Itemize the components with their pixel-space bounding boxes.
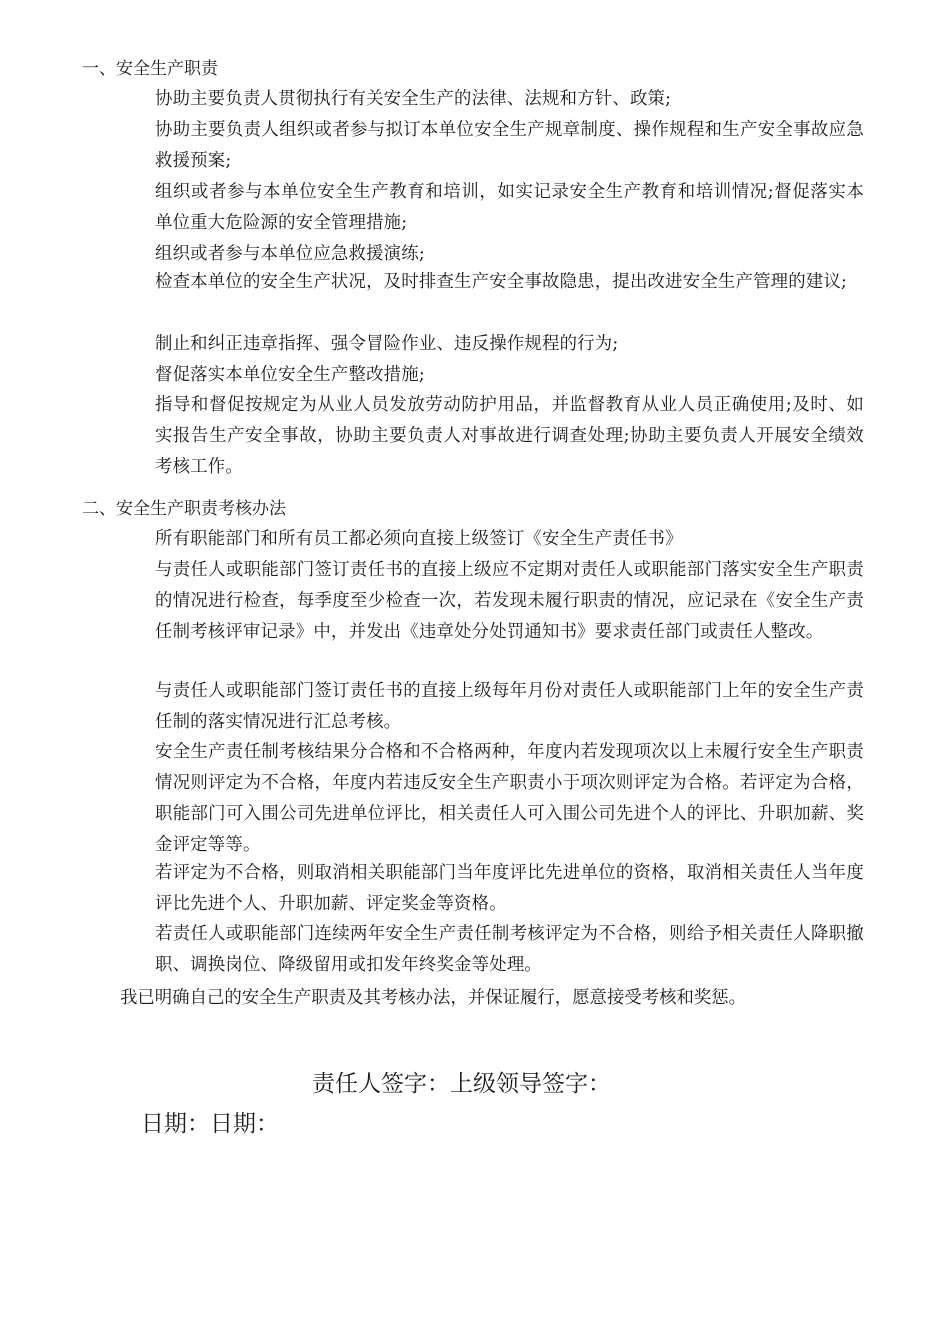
duty-item-3: 组织或者参与本单位安全生产教育和培训，如实记录安全生产教育和培训情况;督促落实本单位重大危险源的安全管理措施; [155,182,864,233]
date-line: 日期：日期： [141,1111,279,1137]
signature-line: 责任人签字：上级领导签字： [312,1071,611,1097]
duty-item-4: 组织或者参与本单位应急救援演练; [155,244,425,264]
duty-item-6: 制止和纠正违章指挥、强令冒险作业、违反操作规程的行为; [155,334,619,354]
assessment-item-1: 所有职能部门和所有员工都必须向直接上级签订《安全生产责任书》 [155,529,683,549]
assessment-item-5: 若评定为不合格，则取消相关职能部门当年度评比先进单位的资格，取消相关责任人当年度评比先进个人、升职加薪、评定奖金等资格。 [155,863,864,914]
pledge-statement: 我已明确自己的安全生产职责及其考核办法，并保证履行，愿意接受考核和奖惩。 [120,988,747,1008]
duty-item-1: 协助主要负责人贯彻执行有关安全生产的法律、法规和方针、政策; [155,89,672,109]
duty-item-5: 检查本单位的安全生产状况，及时排查生产安全事故隐患，提出改进安全生产管理的建议; [155,272,848,292]
assessment-item-4: 安全生产责任制考核结果分合格和不合格两种，年度内若发现项次以上未履行安全生产职责情况则评定为不合格，年度内若违反安全生产职责小于项次则评定为合格。若评定为合格，职能部门可入围公司先进单位评比，相关责任人可入围公司先进个人的评比、升职加薪、奖金评定等等。 [155,742,864,855]
assessment-item-6: 若责任人或职能部门连续两年安全生产责任制考核评定为不合格，则给予相关责任人降职撤职、调换岗位、降级留用或扣发年终奖金等处理。 [155,924,864,975]
section-1-heading: 一、安全生产职责 [82,59,218,79]
duty-item-7: 督促落实本单位安全生产整改措施; [155,365,425,385]
assessment-item-3: 与责任人或职能部门签订责任书的直接上级每年月份对责任人或职能部门上年的安全生产责任制的落实情况进行汇总考核。 [155,681,864,732]
duty-item-2: 协助主要负责人组织或者参与拟订本单位安全生产规章制度、操作规程和生产安全事故应急救援预案; [155,120,864,171]
duty-item-8: 指导和督促按规定为从业人员发放劳动防护用品，并监督教育从业人员正确使用;及时、如实报告生产安全事故，协助主要负责人对事故进行调查处理;协助主要负责人开展安全绩效考核工作。 [155,395,864,477]
section-2-heading: 二、安全生产职责考核办法 [82,499,286,519]
assessment-item-2: 与责任人或职能部门签订责任书的直接上级应不定期对责任人或职能部门落实安全生产职责的情况进行检查，每季度至少检查一次，若发现未履行职责的情况，应记录在《安全生产责任制考核评审记录》中，并发出《违章处分处罚通知书》要求责任部门或责任人整改。 [155,560,864,642]
